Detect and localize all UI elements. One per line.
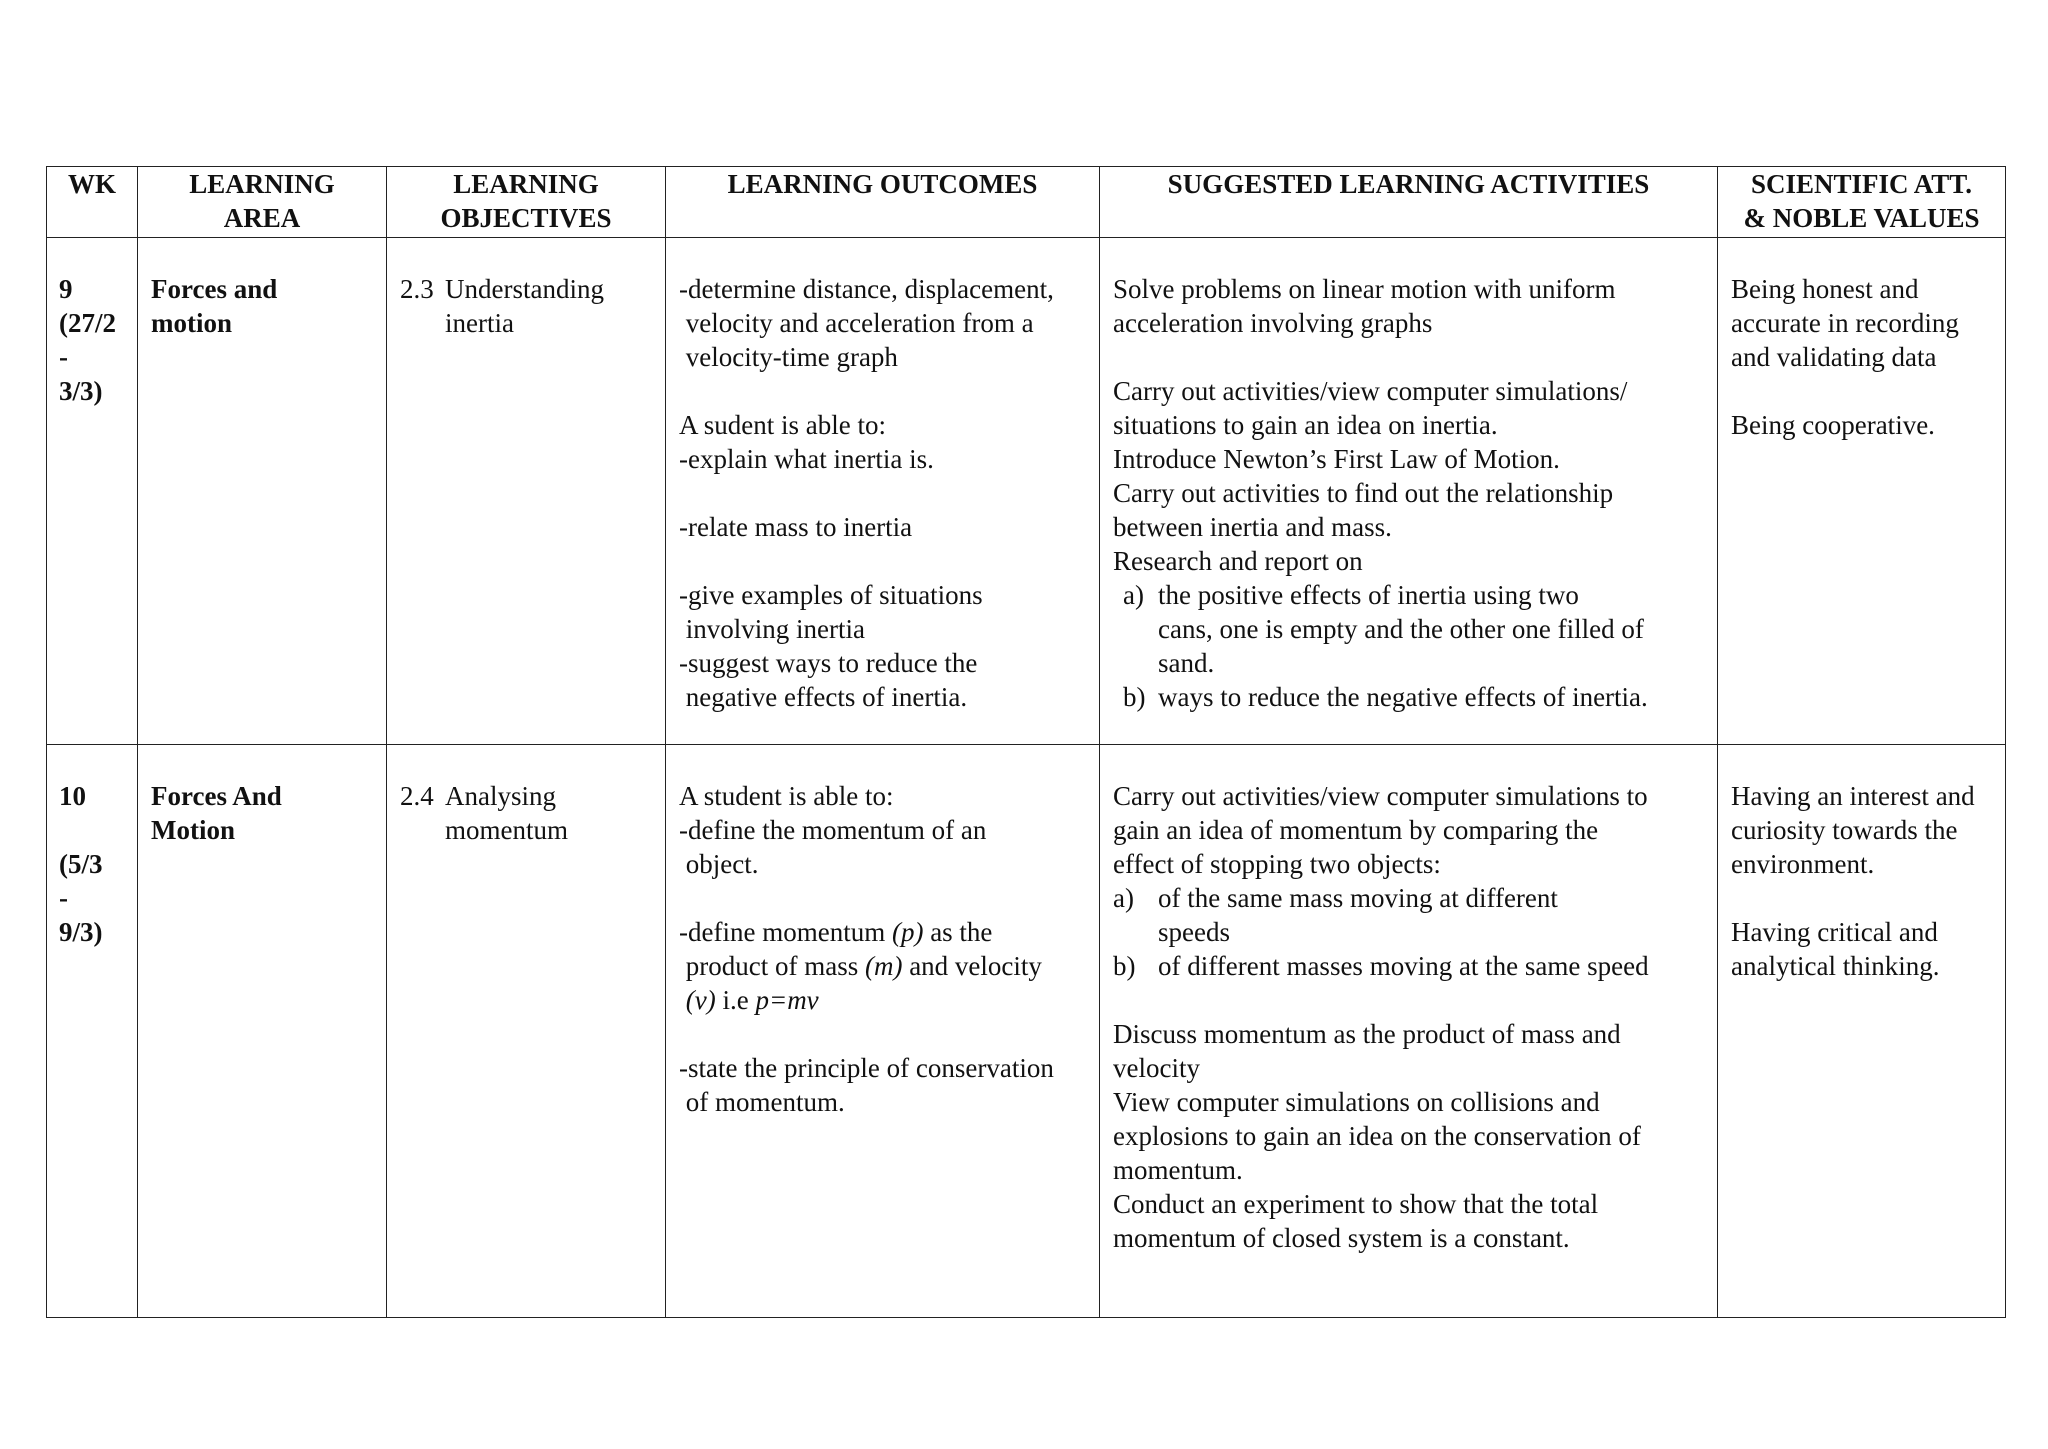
header-learning-outcomes: LEARNING OUTCOMES — [666, 167, 1100, 238]
scientific-values-cell: Having an interest and curiosity towards the environment. Having critical and analytical thinking. — [1718, 745, 2006, 1318]
table-row-week-10 — [47, 745, 2006, 1318]
learning-outcomes-cell: -determine distance, displacement, velocity and acceleration from a velocity-time graph A sudent is able to: -explain what inertia is. -relate mass to inertia -give examples of situations involving inertia -suggest ways to reduce the negative effects of inertia. — [666, 238, 1100, 745]
learning-outcomes-cell: A student is able to: -define the momentum of an object. -define momentum (p) as the product of mass (m) and velocity (v) i.e p=mv -state the principle of conservation of momentum. — [666, 745, 1100, 1318]
header-learning-area: LEARNING AREA — [138, 167, 387, 238]
list-item: a) of the same mass moving at different speeds — [1113, 883, 1558, 947]
header-learning-objectives: LEARNING OBJECTIVES — [387, 167, 666, 238]
wk-cell: 9 (27/2 - 3/3) — [47, 238, 138, 745]
learning-objective-cell: 2.3 Understanding inertia — [387, 238, 666, 745]
suggested-activities-cell: Solve problems on linear motion with uniform acceleration involving graphs Carry out activities/view computer simulations/ situations to gain an idea on inertia. Introduce Newton’s First Law of Motion. Carry out activities to find out the relationship between inertia and mass. Research and report on a) the positive effects of inertia using two cans, one is empty and the other one filled of sand. b) ways to reduce the negative effects of inertia. — [1100, 238, 1718, 745]
table-row-week-9 — [47, 238, 2006, 745]
learning-area-cell: Forces And Motion — [138, 745, 387, 1318]
list-item: b) ways to reduce the negative effects of inertia. — [1123, 682, 1648, 712]
list-item: a) the positive effects of inertia using two cans, one is empty and the other one filled of sand. — [1123, 580, 1644, 678]
header-scientific-values: SCIENTIFIC ATT. & NOBLE VALUES — [1718, 167, 2006, 238]
wk-cell: 10 (5/3 - 9/3) — [47, 745, 138, 1318]
header-wk: WK — [47, 167, 138, 238]
scientific-values-cell: Being honest and accurate in recording and validating data Being cooperative. — [1718, 238, 2006, 745]
list-item: b) of different masses moving at the same speed — [1113, 951, 1649, 981]
scheme-of-work-table — [46, 166, 2006, 1318]
header-row — [47, 167, 2006, 238]
learning-area-cell: Forces and motion — [138, 238, 387, 745]
header-suggested-activities: SUGGESTED LEARNING ACTIVITIES — [1100, 167, 1718, 238]
learning-objective-cell: 2.4 Analysing momentum — [387, 745, 666, 1318]
suggested-activities-cell: Carry out activities/view computer simulations to gain an idea of momentum by comparing the effect of stopping two objects: a) of the same mass moving at different speeds b) of different masses moving at the same speed Discuss momentum as the product of mass and velocity View computer simulations on collisions and explosions to gain an idea on the conservation of momentum. Conduct an experiment to show that the total momentum of closed system is a constant. — [1100, 745, 1718, 1318]
